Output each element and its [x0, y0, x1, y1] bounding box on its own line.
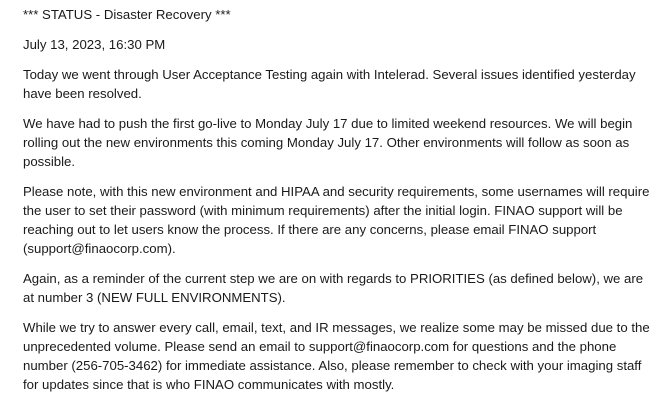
paragraph-go-live: We have had to push the first go-live to Monday July 17 due to limited weekend resources. We will begin rolling out the new environments this coming Monday July 17. Other environments will follow as soon as possible.: [23, 116, 633, 169]
paragraph-priorities: Again, as a reminder of the current step we are on with regards to PRIORITIES (as defined below), we are at number 3 (NEW FULL ENVIRONMENTS).: [23, 271, 644, 305]
document-heading: *** STATUS - Disaster Recovery ***: [23, 7, 231, 22]
document-date: July 13, 2023, 16:30 PM: [23, 37, 166, 52]
paragraph-hipaa: Please note, with this new environment and HIPAA and security requirements, some usernames will require the user to set their password (with minimum requirements) after the initial login. FINAO support will be reaching out to let users know the process. If there are any concerns, please email FINAO support (support@finaocorp.com).: [23, 184, 650, 256]
paragraph-uat: Today we went through User Acceptance Testing again with Intelerad. Several issues identified yesterday have been resolved.: [23, 67, 636, 101]
paragraph-contact: While we try to answer every call, email, text, and IR messages, we realize some may be missed due to the unprecedented volume. Please send an email to support@finaocorp.com for questions and the phone number (256-705-3462) for immediate assistance. Also, please remember to check with your imaging staff for updates since that is who FINAO communicates with mostly.: [23, 320, 650, 392]
status-document: [23, 5, 653, 405]
